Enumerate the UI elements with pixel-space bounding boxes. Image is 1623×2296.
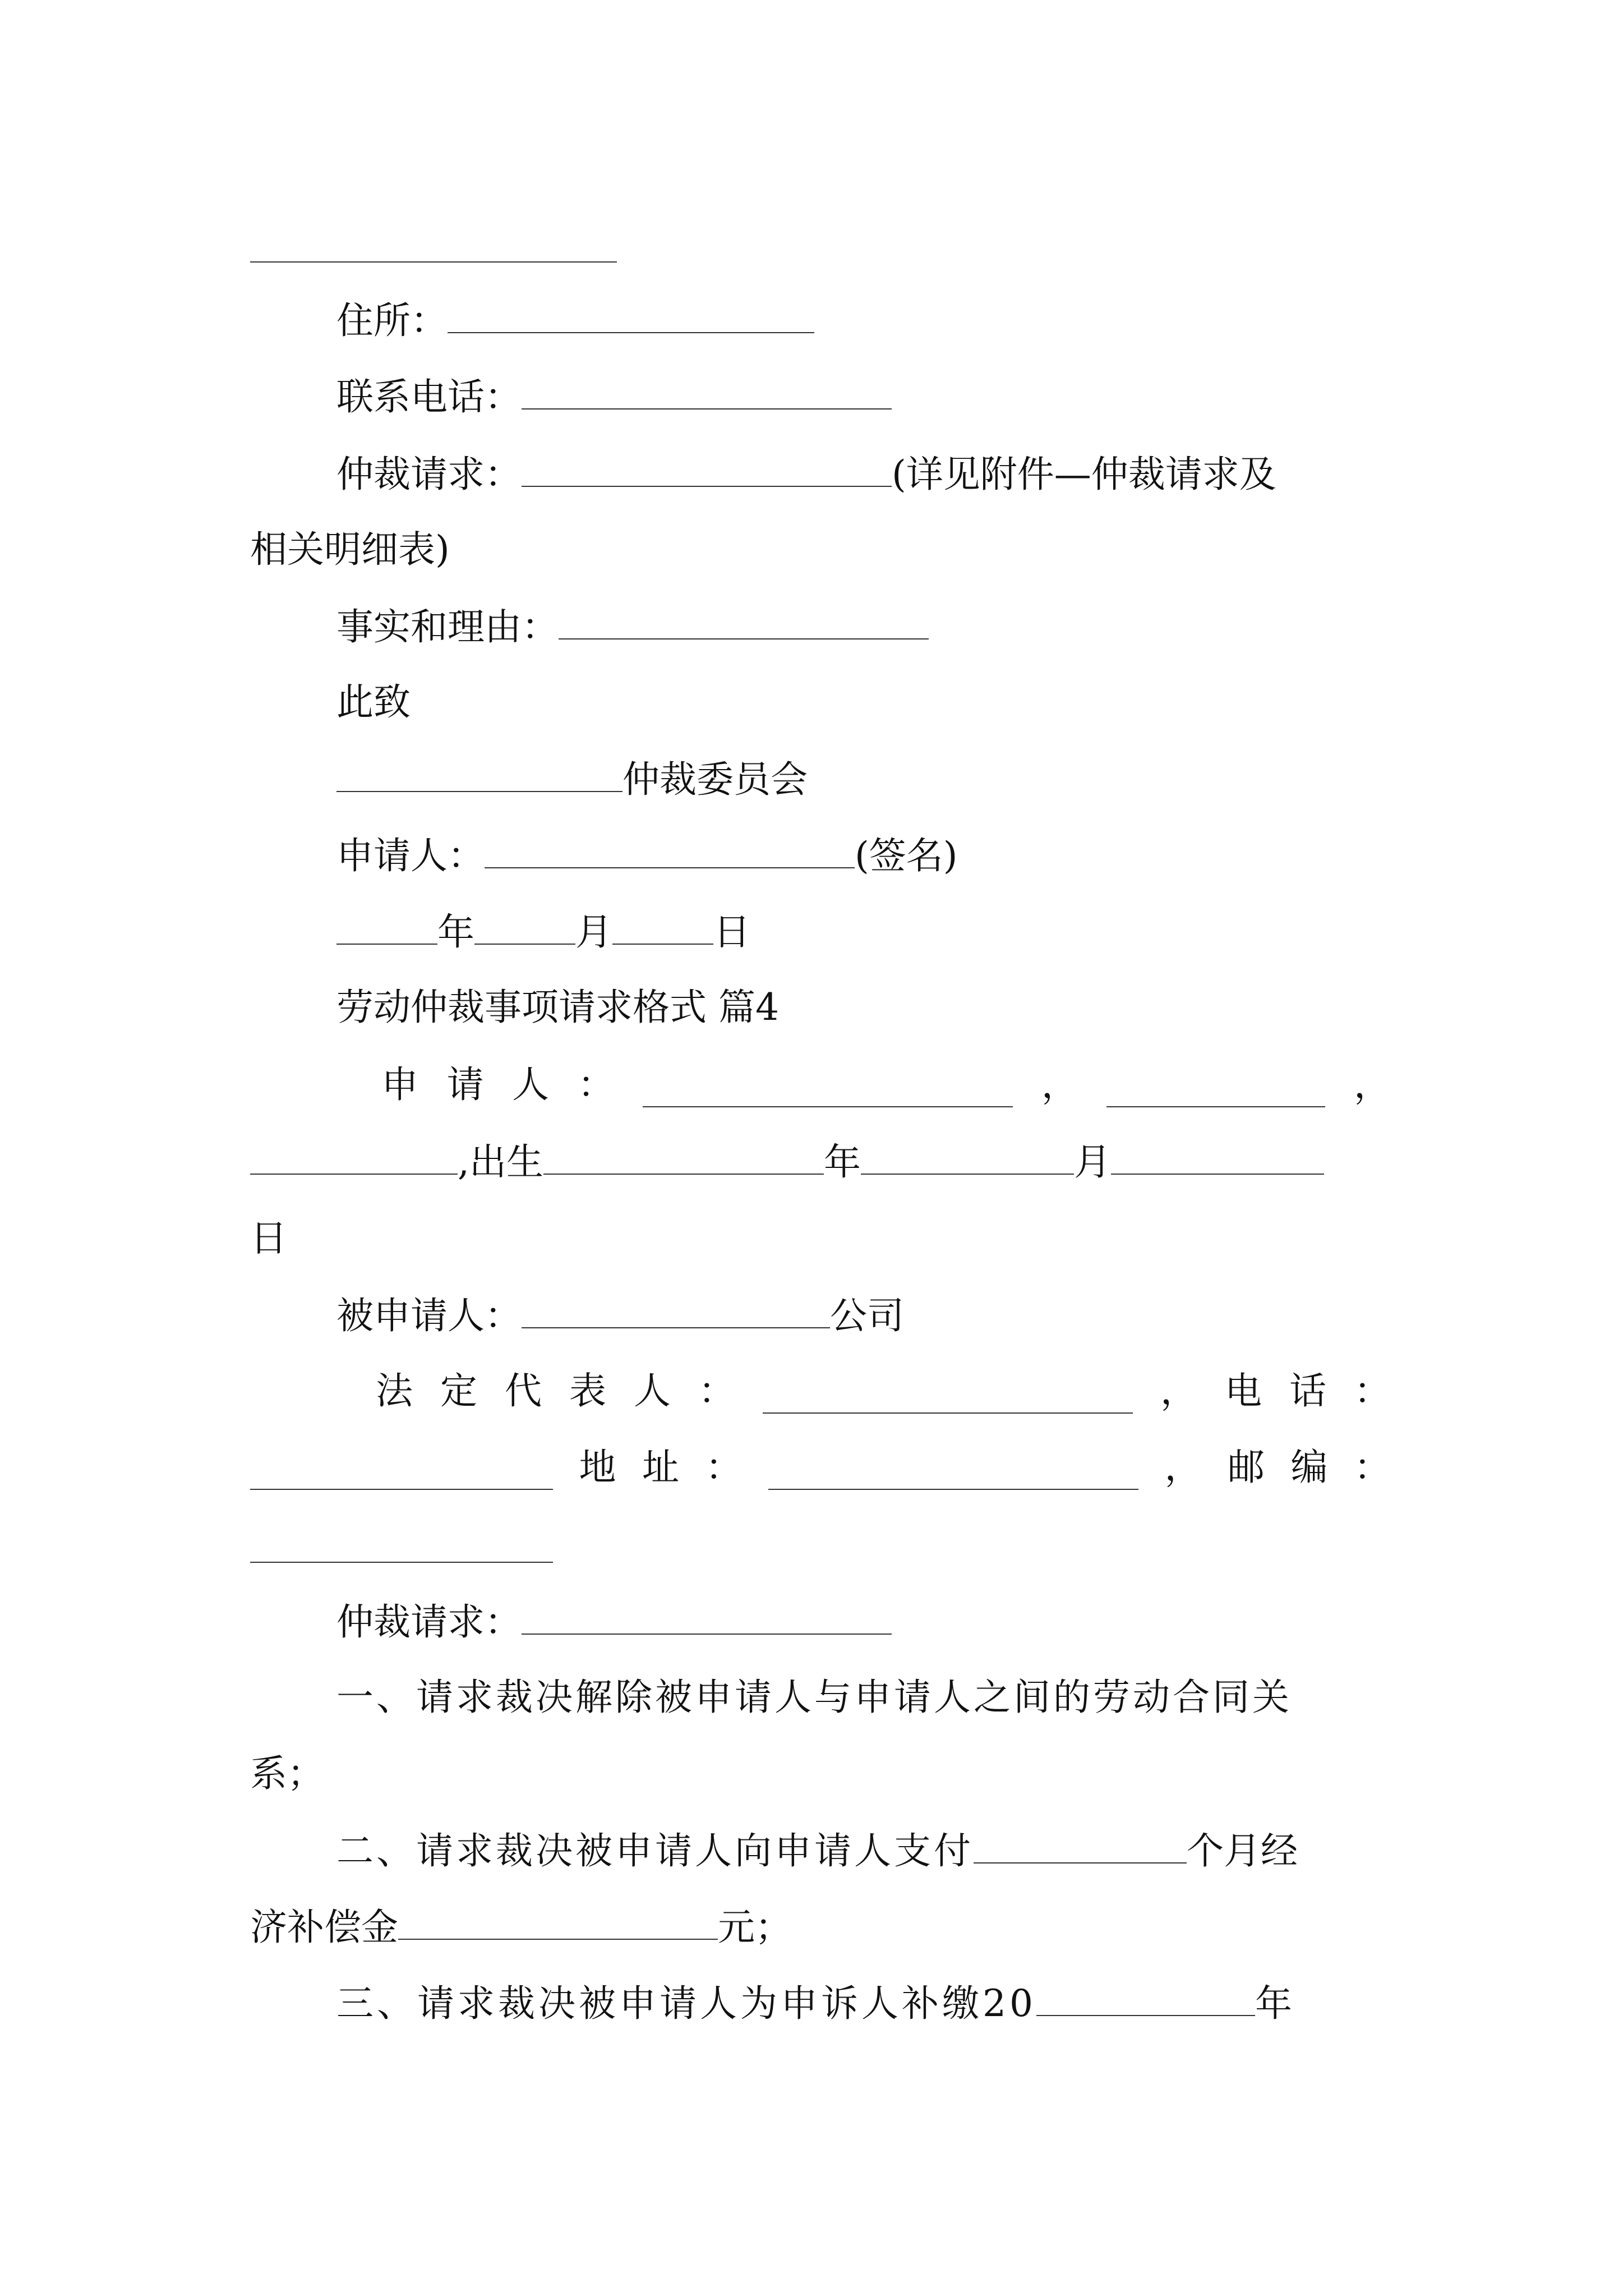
legal-rep-char: 表: [569, 1369, 606, 1412]
address-char: 址: [642, 1446, 679, 1489]
section-title-line: [336, 985, 779, 1030]
postcode-char: 编: [1290, 1446, 1328, 1489]
address-line: [250, 1445, 1391, 1490]
residence-line: [336, 297, 814, 342]
birth-day-field[interactable]: [1111, 1139, 1324, 1175]
item1-text: 一、请求裁决解除被申请人与申请人之间的劳动合同关: [336, 1676, 1292, 1719]
top-underline: [250, 261, 617, 263]
salutation-line: [336, 680, 411, 725]
item2-amount-field[interactable]: [398, 1904, 718, 1940]
birth-year-label: 年: [823, 1140, 861, 1184]
respondent-label: 被申请人：: [336, 1294, 522, 1337]
s4-applicant-line: [381, 1062, 1391, 1107]
claim-suffix: (详见附件—仲裁请求及: [892, 453, 1276, 496]
address-char: 地: [579, 1446, 616, 1489]
birth-line: [250, 1139, 1324, 1184]
comma: ，: [1041, 1063, 1078, 1106]
item2-text-d: 元；: [718, 1906, 792, 1949]
facts-field[interactable]: [559, 604, 929, 639]
item2-text-b: 个月经: [1187, 1829, 1298, 1872]
residence-field[interactable]: [448, 297, 814, 333]
phone-label: 联系电话：: [336, 375, 522, 418]
facts-label: 事实和理由：: [336, 605, 559, 648]
committee-field[interactable]: [336, 756, 623, 792]
residence-label: 住所：: [336, 299, 448, 342]
item2-text-c: 济补偿金: [250, 1906, 398, 1949]
phone-line: [336, 374, 892, 418]
applicant-signature-field[interactable]: [485, 832, 855, 868]
item1-line: [336, 1675, 1292, 1720]
date-month-field[interactable]: [474, 909, 575, 945]
birth-day-label: 日: [250, 1217, 287, 1260]
item1-cont-line: [250, 1751, 324, 1796]
item3-text-b: 年: [1255, 1982, 1292, 2025]
company-suffix: 公司: [830, 1294, 904, 1337]
signature-note: (签名): [855, 834, 958, 877]
s4-applicant-char: 人: [512, 1063, 550, 1106]
claim-label: 仲裁请求：: [336, 453, 522, 496]
legal-rep-field[interactable]: [763, 1378, 1133, 1414]
s4-applicant-char: 请: [446, 1063, 484, 1106]
address-char: ：: [705, 1446, 743, 1489]
applicant-signature-line: [336, 832, 958, 877]
tel-char: 话: [1289, 1369, 1326, 1412]
item2-cont-line: [250, 1904, 792, 1949]
birth-year-field[interactable]: [543, 1139, 824, 1175]
legal-rep-char: ：: [698, 1369, 735, 1412]
comma: ，: [1353, 1063, 1391, 1106]
legal-rep-char: 定: [440, 1369, 477, 1412]
committee-line: [336, 756, 808, 801]
tel-field[interactable]: [250, 1454, 553, 1490]
item3-year-field[interactable]: [1036, 1980, 1255, 2016]
tel-char: 电: [1225, 1369, 1262, 1412]
salutation: 此致: [336, 680, 411, 724]
legal-rep-char: 人: [634, 1369, 671, 1412]
postcode-char: ：: [1354, 1446, 1391, 1489]
s4-applicant-char: 申: [381, 1063, 418, 1106]
respondent-field[interactable]: [522, 1292, 830, 1328]
date-year-field[interactable]: [336, 909, 437, 945]
item1-text-cont: 系；: [250, 1752, 324, 1795]
item3-text-a: 三、请求裁决被申请人为申诉人补缴20: [336, 1982, 1036, 2025]
birth-month-label: 月: [1073, 1140, 1111, 1184]
birth-label: ,出生: [458, 1140, 543, 1184]
item2-months-field[interactable]: [974, 1828, 1187, 1864]
claim2-label: 仲裁请求：: [336, 1600, 522, 1644]
s4-applicant-char: ：: [577, 1063, 615, 1106]
phone-field[interactable]: [522, 374, 892, 409]
respondent-line: [336, 1292, 904, 1337]
date-month-label: 月: [575, 910, 612, 954]
date-line: [336, 909, 750, 954]
section-title: 劳动仲裁事项请求格式 篇4: [336, 986, 779, 1029]
comma: ，: [1160, 1369, 1197, 1412]
birth-month-field[interactable]: [861, 1139, 1074, 1175]
postcode-char: 邮: [1228, 1446, 1265, 1489]
claim-suffix-cont-line: [250, 527, 450, 572]
legal-rep-line: [376, 1369, 1391, 1414]
facts-line: [336, 604, 929, 648]
comma: ，: [1164, 1446, 1202, 1489]
applicant-label: 申请人：: [336, 834, 485, 877]
tel-char: ：: [1354, 1369, 1391, 1412]
item3-line: [336, 1980, 1292, 2025]
claim-suffix-cont: 相关明细表): [250, 528, 450, 571]
committee-suffix: 仲裁委员会: [623, 758, 808, 801]
legal-rep-char: 法: [376, 1369, 413, 1412]
claim2-line: [336, 1599, 892, 1644]
item2-line: [336, 1828, 1298, 1872]
legal-rep-char: 代: [505, 1369, 542, 1412]
date-day-field[interactable]: [612, 909, 713, 945]
postcode-field[interactable]: [250, 1562, 553, 1563]
birth-day-line: [250, 1216, 287, 1261]
address-field[interactable]: [768, 1454, 1138, 1490]
date-day-label: 日: [713, 910, 750, 954]
s4-applicant-gender-field[interactable]: [1106, 1071, 1325, 1107]
item2-text-a: 二、请求裁决被申请人向申请人支付: [336, 1829, 974, 1872]
s4-extra-field[interactable]: [250, 1139, 458, 1175]
date-year-label: 年: [437, 910, 474, 954]
claim-line: [336, 451, 1276, 496]
claim-field[interactable]: [522, 451, 892, 487]
s4-applicant-name-field[interactable]: [643, 1071, 1013, 1107]
claim2-field[interactable]: [522, 1599, 892, 1635]
